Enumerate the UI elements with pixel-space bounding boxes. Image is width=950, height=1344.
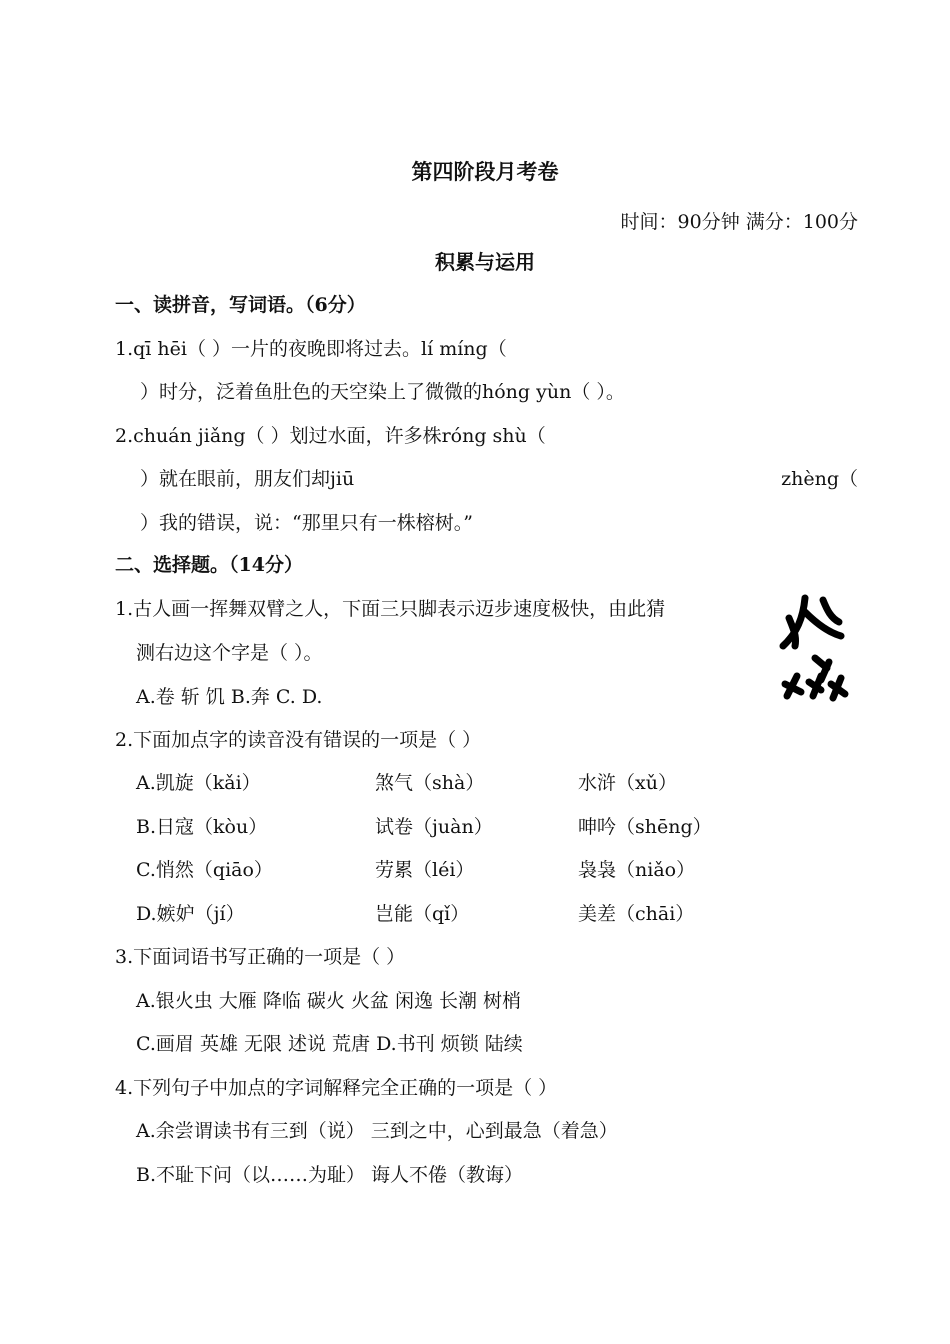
q2-option: 劳累（léi） — [375, 859, 475, 881]
q3-option-row: A.银火虫 大雁 降临 碳火 火盆 闲逸 长潮 树梢 — [136, 990, 522, 1012]
q4-stem: 4.下列句子中加点的字词解释完全正确的一项是（ ） — [115, 1077, 558, 1099]
q2-option: 煞气（shà） — [375, 772, 485, 794]
q1-options: A.卷 斩 饥 B.奔 C. D. — [136, 686, 323, 708]
s1-line: zhèng（ — [781, 468, 858, 490]
q2-option: 袅袅（niǎo） — [578, 859, 696, 881]
s1-line: 2.chuán jiǎng（ ）划过水面，许多株róng shù（ — [115, 425, 546, 447]
section1-heading: 一、读拼音，写词语。（6分） — [115, 294, 366, 316]
q2-stem: 2.下面加点字的读音没有错误的一项是（ ） — [115, 729, 482, 751]
q2-option: 呻吟（shēng） — [578, 816, 712, 838]
section2-heading: 二、选择题。（14分） — [115, 554, 303, 576]
part-title: 积累与运用 — [435, 250, 535, 274]
s1-line: ）我的错误，说：“那里只有一株榕树。” — [140, 512, 473, 534]
q3-stem: 3.下面词语书写正确的一项是（ ） — [115, 946, 406, 968]
q3-option-row: C.画眉 英雄 无限 述说 荒唐 D.书刊 烦锁 陆续 — [136, 1033, 523, 1055]
s1-line: ）时分，泛着鱼肚色的天空染上了微微的hóng yùn（ ）。 — [140, 381, 625, 403]
q2-option: 美差（chāi） — [578, 903, 695, 925]
q2-option: 岂能（qǐ） — [375, 903, 470, 925]
q1-line: 测右边这个字是（ ）。 — [136, 642, 323, 664]
q2-option: C.悄然（qiāo） — [136, 859, 273, 881]
page-title: 第四阶段月考卷 — [411, 159, 559, 184]
s1-line: 1.qī hēi（ ）一片的夜晚即将过去。lí míng（ — [115, 338, 507, 360]
q2-option: A.凯旋（kǎi） — [136, 772, 261, 794]
ancient-character-image — [775, 588, 851, 702]
q2-option: D.嫉妒（jí） — [136, 903, 245, 925]
s1-line: ）就在眼前，朋友们却jiū — [140, 468, 355, 490]
exam-meta: 时间：90分钟 满分：100分 — [620, 211, 858, 233]
q4-option-row: B.不耻下问（以……为耻） 诲人不倦（教诲） — [136, 1164, 524, 1186]
q4-option-row: A.余尝谓读书有三到（说） 三到之中，心到最急（着急） — [136, 1120, 618, 1142]
q2-option: 水浒（xǔ） — [578, 772, 677, 794]
q2-option: 试卷（juàn） — [375, 816, 493, 838]
q2-option: B.日寇（kòu） — [136, 816, 268, 838]
q1-line: 1.古人画一挥舞双臂之人，下面三只脚表示迈步速度极快，由此猜 — [115, 598, 666, 620]
